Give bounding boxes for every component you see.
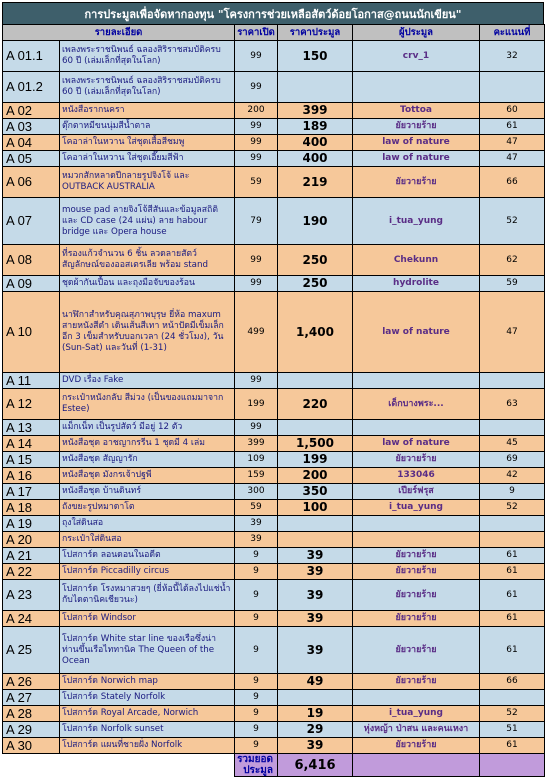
opening-price: 99: [235, 41, 278, 72]
bidder-points: 52: [480, 198, 545, 245]
bid-price: 19: [278, 706, 353, 722]
bidder-points: 61: [480, 738, 545, 754]
item-description: หนังสือรากนครา: [60, 103, 235, 119]
bid-price: 49: [278, 674, 353, 690]
bid-price: 100: [278, 500, 353, 516]
bidder-points: 63: [480, 389, 545, 420]
bid-price: [278, 532, 353, 548]
bidder-name: Tottoa: [353, 103, 480, 119]
item-description: ที่รองแก้วจำนวน 6 ชิ้น ลวดลายสัตว์สัญลักษณ์ของออสเตรเลีย พร้อม stand: [60, 245, 235, 276]
lot-code: A 12: [3, 389, 60, 420]
bidder-name: [353, 72, 480, 103]
lot-code: A 26: [3, 674, 60, 690]
bid-price: 400: [278, 135, 353, 151]
opening-price: 499: [235, 292, 278, 373]
item-description: ตุ๊กตาหมีขนนุ่มสีน้ำตาล: [60, 119, 235, 135]
item-description: นาฬิกาสำหรับคุณสุภาพบุรุษ ยี่ห้อ maxum สายหนังสีดำ เดินเส้นสีเทา หน้าปัดมีเข็มเล็กอีก 3 เข็มสำหรับบอกเวลา (24 ชั่วโมง), วัน (Sun-Sat) และวันที่ (1-31): [60, 292, 235, 373]
opening-price: 59: [235, 500, 278, 516]
bidder-points: 61: [480, 627, 545, 674]
bidder-name: law of nature: [353, 292, 480, 373]
header-item-detail: รายละเอียด: [3, 25, 235, 41]
table-row: [3, 292, 545, 373]
bidder-points: 61: [480, 580, 545, 611]
bidder-points: 32: [480, 41, 545, 72]
lot-code: A 20: [3, 532, 60, 548]
lot-code: A 10: [3, 292, 60, 373]
bidder-name: crv_1: [353, 41, 480, 72]
lot-code: A 28: [3, 706, 60, 722]
table-row: [3, 674, 545, 690]
opening-price: 200: [235, 103, 278, 119]
opening-price: 9: [235, 611, 278, 627]
table-row: [3, 738, 545, 754]
lot-code: A 24: [3, 611, 60, 627]
table-row: [3, 436, 545, 452]
table-row: [3, 72, 545, 103]
bidder-name: ยัยวายร้าย: [353, 167, 480, 198]
bidder-name: ยัยวายร้าย: [353, 119, 480, 135]
table-row: [3, 564, 545, 580]
table-row: [3, 151, 545, 167]
bidder-name: hydrolite: [353, 276, 480, 292]
total-label: รวมยอดประมูล: [235, 754, 278, 777]
bidder-name: i_tua_yung: [353, 198, 480, 245]
bid-price: 39: [278, 738, 353, 754]
lot-code: A 16: [3, 468, 60, 484]
bid-price: 200: [278, 468, 353, 484]
lot-code: A 01.1: [3, 41, 60, 72]
table-row: [3, 276, 545, 292]
header-row: [3, 25, 545, 41]
bidder-points: 61: [480, 548, 545, 564]
bid-price: [278, 516, 353, 532]
item-description: แม็กเน็ท เป็นรูปสัตว์ มีอยู่ 12 ตัว: [60, 420, 235, 436]
opening-price: 300: [235, 484, 278, 500]
item-description: โปสการ์ด Royal Arcade, Norwich: [60, 706, 235, 722]
bid-price: 250: [278, 276, 353, 292]
bid-price: [278, 373, 353, 389]
opening-price: 79: [235, 198, 278, 245]
item-description: โปสการ์ด โรงหมาสวยๆ (ยี่ห้อนี้ได้ลงไปแช่น้ำกับไดตานิคเชียวนะ): [60, 580, 235, 611]
lot-code: A 11: [3, 373, 60, 389]
item-description: mouse pad ลายจิงโจ้สีสันและข้อมูลสถิติ และ CD case (24 แผ่น) ลาย habour bridge และ Opera house: [60, 198, 235, 245]
opening-price: 99: [235, 72, 278, 103]
item-description: กระเป๋าใส่ดินสอ: [60, 532, 235, 548]
bidder-points: 52: [480, 706, 545, 722]
bidder-points: 51: [480, 722, 545, 738]
item-description: โปสการ์ด Norfolk sunset: [60, 722, 235, 738]
opening-price: 9: [235, 738, 278, 754]
bidder-name: law of nature: [353, 135, 480, 151]
table-row: [3, 516, 545, 532]
auction-rows: [3, 41, 545, 754]
bidder-name: หุ่งหญ้า ป่าสน และคนเหงา: [353, 722, 480, 738]
item-description: เพลงพระราชนิพนธ์ ฉลองสิริราชสมบัติครบ 60 ปี (เล่มเล็กที่สุดในโลก): [60, 41, 235, 72]
bidder-name: ยัยวายร้าย: [353, 580, 480, 611]
bidder-name: [353, 532, 480, 548]
lot-code: A 30: [3, 738, 60, 754]
bidder-points: 47: [480, 292, 545, 373]
bidder-name: [353, 690, 480, 706]
opening-price: 199: [235, 389, 278, 420]
total-filler-bidder: [353, 754, 480, 777]
opening-price: 99: [235, 135, 278, 151]
table-row: [3, 452, 545, 468]
bidder-points: 47: [480, 151, 545, 167]
item-description: DVD เรื่อง Fake: [60, 373, 235, 389]
bid-price: 150: [278, 41, 353, 72]
opening-price: 99: [235, 151, 278, 167]
bid-price: 39: [278, 580, 353, 611]
bidder-name: ยัยวายร้าย: [353, 674, 480, 690]
table-row: [3, 468, 545, 484]
bidder-name: i_tua_yung: [353, 706, 480, 722]
item-description: โปสการ์ด White star line ของเรือซึ่งน่าท่านขึ้นเรือไททานิค The Queen of the Ocean: [60, 627, 235, 674]
bidder-points: 47: [480, 135, 545, 151]
table-row: [3, 135, 545, 151]
bidder-points: 42: [480, 468, 545, 484]
table-row: [3, 722, 545, 738]
item-description: หมวกสักหลาดปีกลายรูปจิงโจ้ และ OUTBACK AUSTRALIA: [60, 167, 235, 198]
lot-code: A 02: [3, 103, 60, 119]
bid-price: 250: [278, 245, 353, 276]
bidder-points: [480, 373, 545, 389]
lot-code: A 09: [3, 276, 60, 292]
item-description: กระเป๋าหนังกลับ สีม่วง (เป็นของแถมมาจาก Estee): [60, 389, 235, 420]
item-description: หนังสือชุด อาชญากรรีน 1 ชุดมี 4 เล่ม: [60, 436, 235, 452]
opening-price: 9: [235, 564, 278, 580]
table-row: [3, 245, 545, 276]
total-row: [3, 754, 545, 777]
opening-price: 9: [235, 690, 278, 706]
bidder-points: 52: [480, 500, 545, 516]
item-description: โปสการ์ด Stately Norfolk: [60, 690, 235, 706]
bidder-points: [480, 516, 545, 532]
bidder-points: 61: [480, 611, 545, 627]
opening-price: 399: [235, 436, 278, 452]
table-row: [3, 611, 545, 627]
lot-code: A 25: [3, 627, 60, 674]
table-row: [3, 167, 545, 198]
table-row: [3, 690, 545, 706]
bidder-name: i_tua_yung: [353, 500, 480, 516]
bid-price: 220: [278, 389, 353, 420]
bidder-points: 69: [480, 452, 545, 468]
table-row: [3, 373, 545, 389]
table-row: [3, 580, 545, 611]
item-description: ถุงใส่ดินสอ: [60, 516, 235, 532]
lot-code: A 04: [3, 135, 60, 151]
lot-code: A 06: [3, 167, 60, 198]
opening-price: 9: [235, 674, 278, 690]
bidder-points: 9: [480, 484, 545, 500]
header-bid-price: ราคาประมูล: [278, 25, 353, 41]
bidder-name: ยัยวายร้าย: [353, 738, 480, 754]
opening-price: 39: [235, 532, 278, 548]
lot-code: A 03: [3, 119, 60, 135]
bid-price: 189: [278, 119, 353, 135]
lot-code: A 07: [3, 198, 60, 245]
table-row: [3, 484, 545, 500]
lot-code: A 15: [3, 452, 60, 468]
lot-code: A 14: [3, 436, 60, 452]
bid-price: [278, 72, 353, 103]
bidder-name: [353, 373, 480, 389]
bidder-points: 59: [480, 276, 545, 292]
auction-table: [2, 24, 545, 777]
opening-price: 9: [235, 722, 278, 738]
table-row: [3, 420, 545, 436]
table-row: [3, 532, 545, 548]
lot-code: A 21: [3, 548, 60, 564]
bid-price: 350: [278, 484, 353, 500]
bidder-name: ยัยวายร้าย: [353, 452, 480, 468]
header-points: คะแนนที่: [480, 25, 545, 41]
item-description: หนังสือชุด บ้านดินทร์: [60, 484, 235, 500]
lot-code: A 08: [3, 245, 60, 276]
bid-price: 1,400: [278, 292, 353, 373]
bidder-points: [480, 690, 545, 706]
bidder-points: 61: [480, 564, 545, 580]
lot-code: A 27: [3, 690, 60, 706]
bid-price: 1,500: [278, 436, 353, 452]
bid-price: 190: [278, 198, 353, 245]
opening-price: 39: [235, 516, 278, 532]
bidder-name: ยัยวายร้าย: [353, 611, 480, 627]
bidder-points: 45: [480, 436, 545, 452]
opening-price: 99: [235, 276, 278, 292]
lot-code: A 29: [3, 722, 60, 738]
table-row: [3, 548, 545, 564]
lot-code: A 18: [3, 500, 60, 516]
bid-price: 39: [278, 627, 353, 674]
opening-price: 9: [235, 627, 278, 674]
lot-code: A 22: [3, 564, 60, 580]
bidder-name: 133046: [353, 468, 480, 484]
table-row: [3, 389, 545, 420]
bid-price: 39: [278, 548, 353, 564]
opening-price: 9: [235, 548, 278, 564]
bid-price: [278, 690, 353, 706]
bidder-name: ยัยวายร้าย: [353, 548, 480, 564]
table-row: [3, 198, 545, 245]
lot-code: A 13: [3, 420, 60, 436]
table-row: [3, 41, 545, 72]
bidder-name: Chekunn: [353, 245, 480, 276]
total-value: 6,416: [278, 754, 353, 777]
item-description: เพลงพระราชนิพนธ์ ฉลองสิริราชสมบัติครบ 60 ปี (เล่มเล็กที่สุดในโลก): [60, 72, 235, 103]
total-spacer: [3, 754, 235, 777]
opening-price: 99: [235, 420, 278, 436]
bidder-name: เด็กบางพระ...: [353, 389, 480, 420]
bid-price: 199: [278, 452, 353, 468]
bid-price: 219: [278, 167, 353, 198]
bidder-points: 60: [480, 103, 545, 119]
item-description: หนังสือชุด มังกรเจ้าปฐพี: [60, 468, 235, 484]
bid-price: 29: [278, 722, 353, 738]
bidder-points: [480, 532, 545, 548]
opening-price: 99: [235, 373, 278, 389]
bidder-points: 62: [480, 245, 545, 276]
bidder-name: ยัยวายร้าย: [353, 564, 480, 580]
bidder-name: เปียร์ฟรุส: [353, 484, 480, 500]
table-row: [3, 103, 545, 119]
header-bidder: ผู้ประมูล: [353, 25, 480, 41]
lot-code: A 19: [3, 516, 60, 532]
opening-price: 59: [235, 167, 278, 198]
opening-price: 99: [235, 119, 278, 135]
lot-code: A 05: [3, 151, 60, 167]
item-description: หนังสือชุด สัญญารัก: [60, 452, 235, 468]
bidder-name: ยัยวายร้าย: [353, 627, 480, 674]
bidder-points: 66: [480, 167, 545, 198]
item-description: โปสการ์ด แผนที่ชายฝั่ง Norfolk: [60, 738, 235, 754]
item-description: โคอาล่าในหวาน ใส่ชุดเสื้อสีชมพู: [60, 135, 235, 151]
bidder-name: law of nature: [353, 436, 480, 452]
auction-sheet: [2, 2, 544, 777]
bidder-name: [353, 420, 480, 436]
item-description: โปสการ์ด Norwich map: [60, 674, 235, 690]
bid-price: 399: [278, 103, 353, 119]
bidder-name: [353, 516, 480, 532]
item-description: โปสการ์ด ลอนดอนในอดีต: [60, 548, 235, 564]
item-description: ถังขยะรูปหมาดาโต: [60, 500, 235, 516]
bid-price: 39: [278, 611, 353, 627]
item-description: โปสการ์ด Piccadilly circus: [60, 564, 235, 580]
bid-price: [278, 420, 353, 436]
lot-code: A 23: [3, 580, 60, 611]
table-row: [3, 119, 545, 135]
header-opening-price: ราคาเปิด: [235, 25, 278, 41]
item-description: ชุดผ้ากันเปื้อน และถุงมือจับของร้อน: [60, 276, 235, 292]
bidder-points: [480, 420, 545, 436]
opening-price: 99: [235, 245, 278, 276]
bidder-points: 61: [480, 119, 545, 135]
lot-code: A 17: [3, 484, 60, 500]
bidder-name: law of nature: [353, 151, 480, 167]
total-filler-points: [480, 754, 545, 777]
opening-price: 9: [235, 706, 278, 722]
table-row: [3, 627, 545, 674]
bid-price: 400: [278, 151, 353, 167]
bidder-points: [480, 72, 545, 103]
opening-price: 109: [235, 452, 278, 468]
lot-code: A 01.2: [3, 72, 60, 103]
bid-price: 39: [278, 564, 353, 580]
opening-price: 159: [235, 468, 278, 484]
bidder-points: 66: [480, 674, 545, 690]
item-description: โคอาล่าในหวาน ใส่ชุดเอี๊ยมสีฟ้า: [60, 151, 235, 167]
table-row: [3, 706, 545, 722]
table-row: [3, 500, 545, 516]
sheet-title: การประมูลเพื่อจัดหากองทุน "โครงการช่วยเหลือสัตว์ด้อยโอกาส@ถนนนักเขียน": [2, 2, 544, 24]
item-description: โปสการ์ด Windsor: [60, 611, 235, 627]
opening-price: 9: [235, 580, 278, 611]
